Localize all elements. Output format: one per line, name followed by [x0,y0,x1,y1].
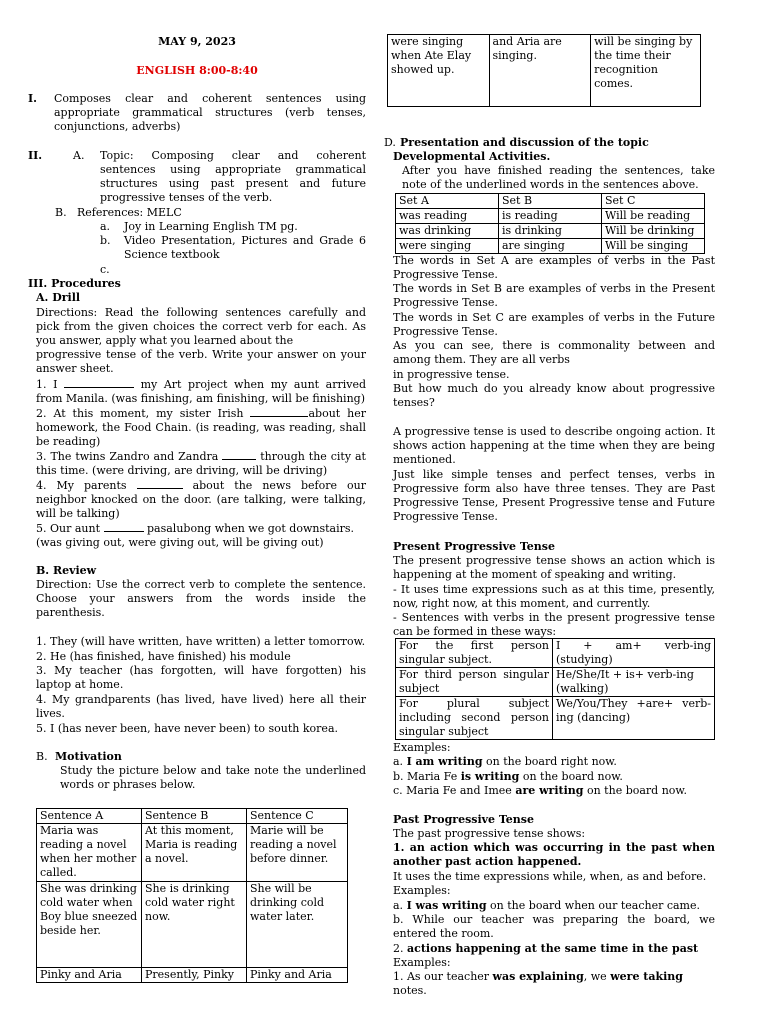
answer-blank[interactable] [104,521,144,532]
sets-table [395,193,705,254]
table-cell: For the first person singular subject. [396,639,553,668]
present-example-a: a. I am writing on the board right now. [393,755,617,768]
past-examples-label-2: Examples: [393,956,451,969]
past-shows: The past progressive tense shows: [393,827,586,840]
procedures-title: III. Procedures [28,277,121,290]
present-forms-table [395,638,715,740]
ref-b-letter: b. [100,234,111,247]
table-header: Sentence A [37,809,142,824]
table-cell: He/She/It + is+ verb-ing (walking) [553,668,715,697]
commonality-text-2: in progressive tense. [393,368,510,381]
past-example-2: 1. As our teacher was explaining, we were taking notes. [393,970,683,997]
review-title: B. Review [36,564,97,577]
topic-letter: A. [73,149,85,162]
review-item: 1. They (will have written, have written) a letter tomorrow. [36,635,366,648]
drill-item: 4. My parents about the news before our neighbor knocked on the door. (are talking, were talking, will be talking) [36,479,366,520]
past-point-2: 2. actions happening at the same time in the past [393,942,699,955]
table-cell: Pinky and Aria [37,968,142,983]
table-cell: For plural subject including second person singular subject [396,697,553,740]
references-label: References: MELC [77,206,182,219]
answer-blank[interactable] [137,478,183,489]
table-cell: Presently, Pinky [142,968,247,983]
table-cell: and Aria are singing. [489,35,591,107]
set-c-explanation: The words in Set C are examples of verbs in the Future Progressive Tense. [393,311,715,338]
drill-title: A. Drill [36,291,81,304]
present-examples-label: Examples: [393,741,451,754]
table-header: Set A [396,194,499,209]
drill-directions: Directions: Read the following sentences carefully and pick from the given choices the correct verb for each. As you answer, apply what you learned about the [36,306,366,347]
presentation-title: Presentation and discussion of the topic [400,136,649,149]
table-cell: will be singing by the time their recognition comes. [591,35,701,107]
table-cell: Will be drinking [602,224,705,239]
motivation-letter: B. [36,750,48,763]
table-cell: I + am+ verb-ing (studying) [553,639,715,668]
lesson-date: MAY 9, 2023 [158,35,236,48]
objective-number: I. [28,92,37,105]
topic-text: Topic: Composing clear and coherent sentences using appropriate grammatical structures using past present and future progressive tenses of the verb. [100,149,366,204]
table-cell: At this moment, Maria is reading a novel. [142,824,247,882]
table-cell: Marie will be reading a novel before dinner. [247,824,348,882]
present-example-b: b. Maria Fe is writing on the board now. [393,770,623,783]
answer-blank[interactable] [64,377,134,388]
table-cell: were singing when Ate Elay showed up. [388,35,490,107]
review-item: 5. I (has never been, have never been) to south korea. [36,722,338,735]
drill-item: 3. The twins Zandro and Zandra through the city at this time. (were driving, are driving, will be driving) [36,450,366,477]
presentation-intro: After you have finished reading the sentences, take note of the underlined words in the sentences above. [402,164,715,191]
present-title: Present Progressive Tense [393,540,555,553]
three-tenses-text: Just like simple tenses and perfect tenses, verbs in Progressive form also have three tenses. They are Past Progressive Tense, Present Progressive tense and Future Progressive Tense. [393,468,715,523]
progressive-definition: A progressive tense is used to describe ongoing action. It shows action happening at the time when they are being mentioned. [393,425,715,466]
table-cell: For third person singular subject [396,668,553,697]
past-point-1: 1. an action which was occurring in the past when another past action happened. [393,841,715,868]
drill-item: 5. Our aunt pasalubong when we got downstairs. (was giving out, were giving out, will be giving out) [36,522,354,549]
table-header: Set B [499,194,602,209]
past-example-a: a. I was writing on the board when our teacher came. [393,899,700,912]
question-text: But how much do you already know about progressive tenses? [393,382,715,409]
table-header: Sentence C [247,809,348,824]
table-cell: She will be drinking cold water later. [247,882,348,968]
content-number: II. [28,149,43,162]
table-cell: Maria was reading a novel when her mother called. [37,824,142,882]
review-item: 4. My grandparents (has lived, have lived) here all their lives. [36,693,366,720]
past-example-b: b. While our teacher was preparing the board, we entered the room. [393,913,715,940]
motivation-text: Study the picture below and take note the underlined words or phrases below. [60,764,366,791]
table-cell: is reading [499,209,602,224]
set-b-explanation: The words in Set B are examples of verbs in the Present Progressive Tense. [393,282,715,309]
table-header: Sentence B [142,809,247,824]
table-cell: We/You/They +are+ verb-ing (dancing) [553,697,715,740]
drill-directions-2: progressive tense of the verb. Write your answer on your answer sheet. [36,348,366,375]
presentation-subtitle: Developmental Activities. [393,150,551,163]
answer-blank[interactable] [250,406,308,417]
ref-b-text: Video Presentation, Pictures and Grade 6 Science textbook [124,234,366,261]
table-cell: are singing [499,239,602,254]
past-uses: It uses the time expressions while, when, as and before. [393,870,707,883]
review-item: 3. My teacher (has forgotten, will have forgotten) his laptop at home. [36,664,366,691]
table-header: Set C [602,194,705,209]
drill-item: 2. At this moment, my sister Irish about her homework, the Food Chain. (is reading, was reading, shall be reading) [36,407,366,448]
table-cell: was reading [396,209,499,224]
sentence-table [36,808,348,983]
table-cell: is drinking [499,224,602,239]
ref-a-text: Joy in Learning English TM pg. [124,220,298,233]
references-letter: B. [55,206,67,219]
past-title: Past Progressive Tense [393,813,534,826]
set-a-explanation: The words in Set A are examples of verbs in the Past Progressive Tense. [393,254,715,281]
past-examples-label: Examples: [393,884,451,897]
table-cell: was drinking [396,224,499,239]
objective-text: Composes clear and coherent sentences using appropriate grammatical structures (verb tenses, conjunctions, adverbs) [54,92,366,133]
subject-time: ENGLISH 8:00-8:40 [136,64,258,77]
table-cell: She was drinking cold water when Boy blue sneezed beside her. [37,882,142,968]
answer-blank[interactable] [222,449,256,460]
review-direction: Direction: Use the correct verb to complete the sentence. Choose your answers from the words inside the parenthesis. [36,578,366,619]
ref-c-letter: c. [100,263,110,276]
table-cell: Pinky and Aria [247,968,348,983]
table-cell: Will be singing [602,239,705,254]
table-cell: were singing [396,239,499,254]
present-point-1: - It uses time expressions such as at this time, presently, now, right now, at this moment, and currently. [393,583,715,610]
present-description: The present progressive tense shows an action which is happening at the moment of speaking and writing. [393,554,715,581]
present-point-2: - Sentences with verbs in the present progressive tense can be formed in these ways: [393,611,715,638]
ref-a-letter: a. [100,220,111,233]
commonality-text: As you can see, there is commonality between and among them. They are all verbs [393,339,715,366]
present-example-c: c. Maria Fe and Imee are writing on the board now. [393,784,688,797]
table-cell: She is drinking cold water right now. [142,882,247,968]
presentation-letter: D. [384,136,396,149]
table-cell: Will be reading [602,209,705,224]
review-item: 2. He (has finished, have finished) his module [36,650,291,663]
drill-item: 1. I my Art project when my aunt arrived from Manila. (was finishing, am finishing, will be finishing) [36,378,367,405]
motivation-title: Motivation [55,750,122,763]
sentence-table-continued [387,34,701,107]
